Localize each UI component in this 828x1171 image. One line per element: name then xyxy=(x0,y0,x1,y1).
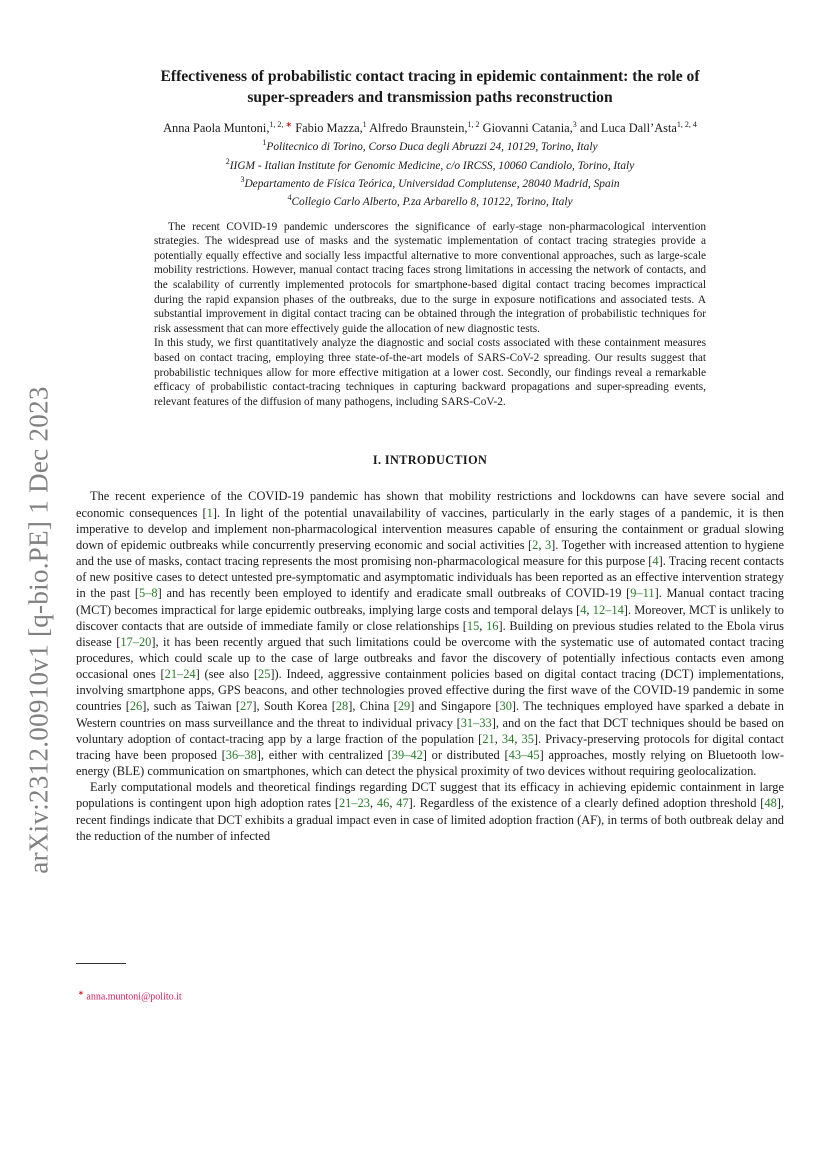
affiliation xyxy=(76,136,784,154)
citation-link[interactable]: 47 xyxy=(396,796,409,811)
body-text-run: ]. The techniques employed have sparked a debate in Western countries on mass surveillance and the threat to individual privacy [ xyxy=(76,699,784,730)
section-heading-introduction: I. INTRODUCTION xyxy=(372,453,488,468)
body-text-run: ] and Singapore [ xyxy=(410,699,500,714)
body-text-run: , xyxy=(494,731,502,746)
body-text-run: ] approaches, mostly relying on Bluetooth low-energy (BLE) communication on smartphones, which can detect the physical proximity of two devices without requiring geolocalization. xyxy=(76,747,784,779)
citation-link[interactable]: 9–11 xyxy=(630,586,655,601)
citation-link[interactable]: 1 xyxy=(206,505,213,520)
affiliations xyxy=(76,136,784,210)
citation-link[interactable]: 4 xyxy=(580,602,587,617)
body-text-run: ], either with centralized [ xyxy=(256,747,392,762)
author-name: Alfredo Braunstein, xyxy=(369,121,468,136)
body-text-run: ] (see also [ xyxy=(195,667,259,682)
abstract-paragraph-2: In this study, we first quantitatively analyze the diagnostic and social costs associated with these containment measures based on contact tracing, employing three state-of-the-art models of SARS-CoV-2 spreading. Our results suggest that probabilistic techniques allow for more effective mitigation at a lower cost. Secondly, our findings reveal a remarkable efficacy of probabilistic contact-tracing techniques in capturing backward propagations and super-spreading events, relevant features of the diffusion of many pathogens, including SARS-CoV-2. xyxy=(154,337,706,408)
affiliation-sup: 3 xyxy=(240,174,245,184)
affiliation-sup: 2 xyxy=(225,156,230,166)
citation-link[interactable]: 12–14 xyxy=(592,602,624,617)
author-name: Giovanni Catania, xyxy=(482,121,573,136)
footnote-rule xyxy=(76,963,126,964)
body-text-run: , xyxy=(586,602,593,617)
citation-link[interactable]: 26 xyxy=(129,699,143,714)
author-name: Fabio Mazza, xyxy=(295,121,363,136)
body-text-run: ]. Regardless of the existence of a clearly defined adoption threshold [ xyxy=(408,796,765,811)
intro-paragraph-2 xyxy=(76,779,784,844)
affiliation-text: IIGM - Italian Institute for Genomic Medicine, c/o IRCSS, 10060 Candiolo, Torino, Italy xyxy=(229,159,635,172)
body-text-run: , xyxy=(389,796,397,811)
body-text-run: ], recent findings indicate that DCT exhibits a gradual impact even in case of limited adoption fraction (AF), in terms of both outbreak delay and the reduction of the number of infected xyxy=(76,796,784,843)
intro-paragraph-1 xyxy=(76,488,784,779)
citation-link[interactable]: 21–24 xyxy=(164,667,196,682)
footnote xyxy=(78,989,182,1002)
citation-link[interactable]: 34 xyxy=(501,731,515,746)
introduction-body xyxy=(76,488,784,843)
author-affil-sup: 3 xyxy=(572,120,577,129)
citation-link[interactable]: 3 xyxy=(544,537,552,552)
body-text-run: ], such as Taiwan [ xyxy=(142,699,240,714)
title-line-1: Effectiveness of probabilistic contact tracing in epidemic containment: the role of xyxy=(160,68,700,85)
body-text-run: , xyxy=(538,537,545,552)
affiliation-text: Politecnico di Torino, Corso Duca degli Abruzzi 24, 10129, Torino, Italy xyxy=(266,140,598,153)
body-text-run: Early computational models and theoretical findings regarding DCT suggest that its efficacy in achieving epidemic containment in large populations is contingent upon high adoption rates [ xyxy=(76,780,784,811)
citation-link[interactable]: 15 xyxy=(466,618,480,633)
citation-link[interactable]: 4 xyxy=(652,554,659,569)
citation-link[interactable]: 36–38 xyxy=(225,747,257,762)
body-text-run: ], and on the fact that DCT techniques should be based on voluntary adoption of contact-tracing app by a large fraction of the population [ xyxy=(76,715,784,746)
page-content xyxy=(76,66,784,844)
corresponding-author-mark[interactable]: ∗ xyxy=(285,120,293,129)
arxiv-identifier xyxy=(22,360,56,900)
footnote-mark: ∗ xyxy=(78,989,84,997)
citation-link[interactable]: 16 xyxy=(486,618,499,633)
corresponding-email-link[interactable]: anna.muntoni@polito.it xyxy=(86,991,182,1003)
affiliation-text: Departamento de Física Teórica, Universidad Complutense, 28040 Madrid, Spain xyxy=(244,177,620,190)
body-text-run: , xyxy=(514,731,522,746)
body-text-run: ] and has recently been employed to identify and eradicate small outbreaks of COVID-19 [ xyxy=(157,586,631,601)
body-text-run: ]. In light of the potential unavailability of vaccines, particularly in the early stages of a pandemic, it is then imperative to develop and implement non-pharmacological intervention measures capable of ensuring the containment or gradual slowing down of epidemic outbreaks while concurrently preserving economic and social activities [ xyxy=(76,505,784,552)
author-affil-sup: 1, 2, 4 xyxy=(676,120,697,129)
title-line-2: super-spreaders and transmission paths reconstruction xyxy=(247,89,613,106)
affiliation-sup: 1 xyxy=(262,138,267,148)
citation-link[interactable]: 21–23 xyxy=(338,796,370,811)
body-text-run: ]). Indeed, aggressive containment policies based on digital contact tracing (DCT) implementations, involving smartphone apps, GPS beacons, and other technologies proved effective during the first wave of the COVID-19 pandemic in some countries [ xyxy=(76,667,785,714)
author-name: Anna Paola Muntoni, xyxy=(163,121,270,136)
citation-link[interactable]: 2 xyxy=(532,537,539,552)
citation-link[interactable]: 28 xyxy=(335,699,349,714)
author-affil-sup: 1, 2, xyxy=(269,120,286,129)
author-list xyxy=(76,117,784,136)
abstract xyxy=(154,220,706,410)
body-text-run: ]. Moreover, MCT is unlikely to discover contacts that are outside of immediate family or close relationships [ xyxy=(76,602,784,633)
arxiv-identifier-text: arXiv:2312.00910v1 [q-bio.PE] 1 Dec 2023 xyxy=(23,386,54,874)
affiliation-text: Collegio Carlo Alberto, P.za Arbarello 8, 10122, Torino, Italy xyxy=(291,196,573,209)
abstract-paragraph-1: The recent COVID-19 pandemic underscores the significance of early-stage non-pharmacological intervention strategies. The widespread use of masks and the systematic implementation of contact tracing strategies provide a potentially equally effective and socially less impactful alternative to more conventional approaches, such as large-scale mobility restrictions. However, manual contact tracing faces strong limitations in accessing the network of contacts, and the scalability of currently implemented protocols for smartphone-based digital contact tracing becomes impractical during the rapid expansion phases of the outbreaks, due to the surge in exposure notifications and associated tests. A substantial improvement in digital contact tracing can be obtained through the integration of probabilistic techniques for risk assessment that can more effectively guide the allocation of new diagnostic tests. xyxy=(154,220,706,335)
citation-link[interactable]: 48 xyxy=(764,796,777,811)
citation-link[interactable]: 5–8 xyxy=(139,586,158,601)
affiliation xyxy=(76,173,784,191)
body-text-run: The recent experience of the COVID-19 pandemic has shown that mobility restrictions and lockdowns can have severe social and economic consequences [ xyxy=(76,489,784,520)
citation-link[interactable]: 46 xyxy=(376,796,390,811)
author-name: and Luca Dall’Asta xyxy=(579,121,677,136)
paper-title xyxy=(76,66,784,108)
body-text-run: ] or distributed [ xyxy=(422,747,509,762)
affiliation xyxy=(76,191,784,209)
citation-link[interactable]: 43–45 xyxy=(508,747,540,762)
body-text-run: ], South Korea [ xyxy=(252,699,336,714)
body-text-run: , xyxy=(479,618,487,633)
body-text-run: ]. Manual contact tracing (MCT) becomes impractical for large epidemic outbreaks, implying large costs and temporal delays [ xyxy=(76,586,785,617)
citation-link[interactable]: 17–20 xyxy=(120,634,152,649)
body-text-run: ]. Building on previous studies related to the Ebola virus disease [ xyxy=(76,618,784,649)
body-text-run: , xyxy=(369,796,377,811)
affiliation xyxy=(76,155,784,173)
citation-link[interactable]: 39–42 xyxy=(391,747,423,762)
citation-link[interactable]: 29 xyxy=(397,699,411,714)
citation-link[interactable]: 27 xyxy=(239,699,253,714)
body-text-run: ]. Privacy-preserving protocols for digital contact tracing have been proposed [ xyxy=(76,731,784,762)
body-text-run: ], it has been recently argued that such limitations could be overcome with the systematic use of automated contact tracing procedures, which could scale up to the case of large outbreaks and favor the discovery of potentially infectious contacts even among occasional ones [ xyxy=(76,634,784,682)
citation-link[interactable]: 25 xyxy=(258,667,271,682)
affiliation-sup: 4 xyxy=(287,193,292,203)
author-affil-sup: 1 xyxy=(362,120,367,129)
citation-link[interactable]: 31–33 xyxy=(460,715,492,730)
body-text-run: ], China [ xyxy=(348,699,398,714)
author-affil-sup: 1, 2 xyxy=(467,120,480,129)
body-text-run: ]. Tracing recent contacts of new positive cases to detect untested pre-symptomatic and asymptomatic individuals has been reported as an effective intervention strategy in the past [ xyxy=(76,554,784,601)
body-text-run: ]. Together with increased attention to hygiene and the use of masks, contact tracing represents the most promising non-pharmacological measure for this purpose [ xyxy=(76,537,784,569)
citation-link[interactable]: 35 xyxy=(521,731,534,746)
citation-link[interactable]: 21 xyxy=(482,731,495,746)
citation-link[interactable]: 30 xyxy=(499,699,512,714)
